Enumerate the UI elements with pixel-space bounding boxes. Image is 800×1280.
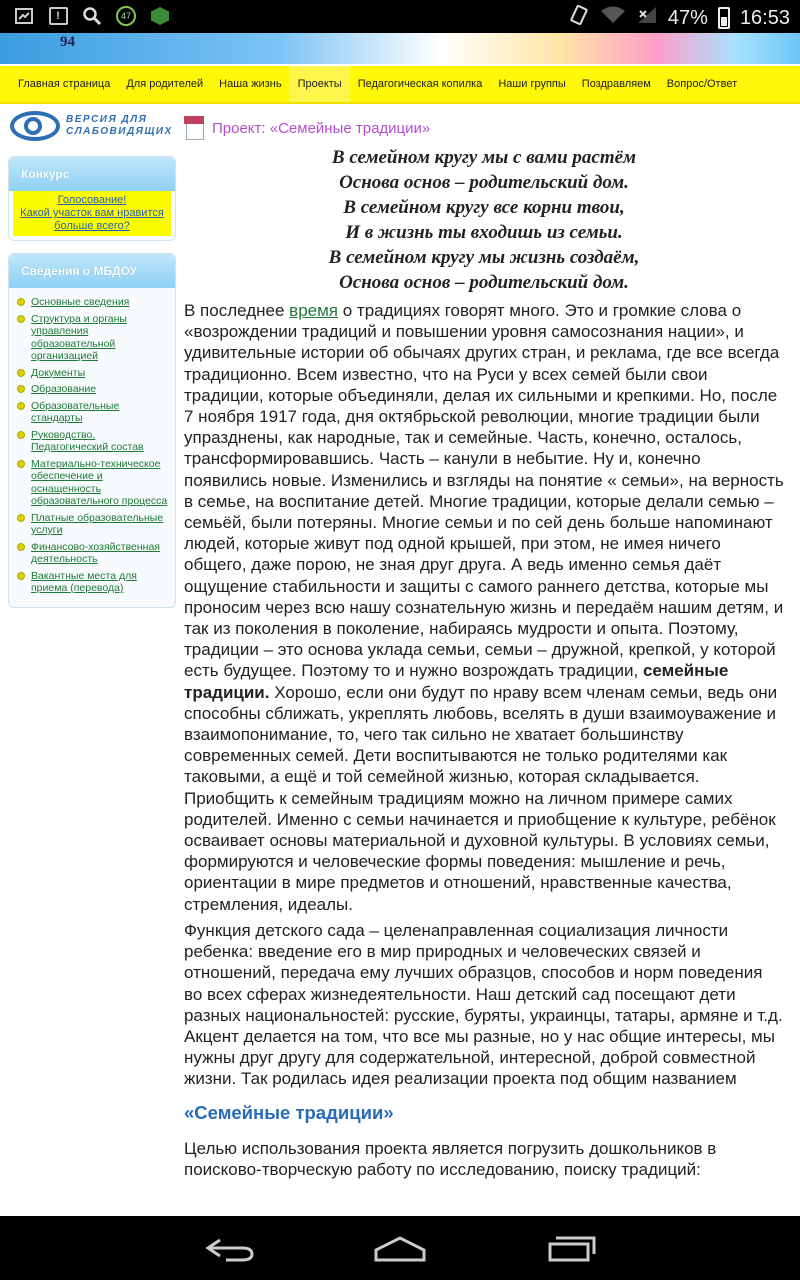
contest-box <box>8 156 176 241</box>
project-title: Проект: «Семейные традиции» <box>212 119 431 137</box>
list-item <box>15 296 171 309</box>
nav-parents[interactable]: Для родителей <box>126 78 204 90</box>
section-heading: «Семейные традиции» <box>184 1101 394 1123</box>
bullet-icon <box>17 385 25 393</box>
bullet-icon <box>17 460 25 468</box>
page-title <box>184 114 784 142</box>
recents-icon[interactable] <box>544 1236 600 1262</box>
list-item <box>15 429 171 454</box>
low-vision-version-link[interactable] <box>10 108 176 144</box>
document-icon <box>184 116 206 140</box>
poem-line: В семейном кругу мы с вами растём <box>331 147 637 168</box>
clock: 16:53 <box>739 6 790 29</box>
wifi-icon <box>600 5 626 31</box>
sidebar-link-finance[interactable]: Финансово-хозяйственная деятельность <box>31 540 160 565</box>
time-link[interactable]: время <box>289 301 339 320</box>
bullet-icon <box>17 572 25 580</box>
nav-our-life[interactable]: Наша жизнь <box>219 78 282 90</box>
battery-percent: 47% <box>667 6 708 29</box>
sidebar-link-standards[interactable]: Образовательные стандарты <box>31 399 120 424</box>
list-item <box>15 512 171 537</box>
list-item <box>15 541 171 566</box>
goal-paragraph: Целью использования проекта является погрузить дошкольников в поисково-творческую работу по исследованию, поиску традиций: <box>184 1138 717 1179</box>
kindergarten-paragraph: Функция детского сада – целенаправленная социализация личности ребенка: введение его в мир природных и человеческих связей и отношений, передача ему лучших образцов, способов и норм поведения во всех сферах жизнедеятельности. Наш детский сад посещают дети разных национальностей: русские, буряты, украинцы, татары, армяне и т.д. Акцент делается на том, что все мы разные, но у нас общие интересы, мы нужны друг другу для содержательной, интересной, доброй совместной жизни. Так родилась идея реализации проекта под общим названием <box>184 920 783 1089</box>
list-item <box>15 400 171 425</box>
search-icon <box>82 6 102 26</box>
battery-icon <box>718 7 730 29</box>
nav-faq[interactable]: Вопрос/Ответ <box>666 78 738 90</box>
sidebar-link-basic-info[interactable]: Основные сведения <box>31 296 130 308</box>
sidebar <box>8 108 176 608</box>
poem-line: В семейном кругу все корни твои, <box>343 197 625 218</box>
system-nav-bar <box>0 1216 800 1280</box>
nav-projects[interactable]: Проекты <box>290 66 350 102</box>
bullet-icon <box>17 298 25 306</box>
sidebar-link-facilities[interactable]: Материально-техническое обеспечение и оснащенность образовательного процесса <box>31 457 168 507</box>
poem <box>184 145 784 295</box>
bullet-icon <box>17 369 25 377</box>
mbdou-title: Сведения о МБДОУ <box>9 254 175 288</box>
main-content <box>184 114 784 1180</box>
low-vision-label: ВЕРСИЯ ДЛЯ СЛАБОВИДЯЩИХ <box>66 114 173 137</box>
poem-line: Основа основ – родительский дом. <box>339 172 629 193</box>
status-bar <box>0 0 800 33</box>
eye-icon <box>10 109 60 143</box>
intro-paragraph: В последнее время о традициях говорят много. Это и громкие слова о «возрождении традиций и повышении уровня самосознания нации», и удивительные истории об обычаях других стран, и реклама, где все всегда традиционно. Всем известно, что на Руси у всех семей были свои традиции, которые объединяли, делая их сильными и крепкими. Но, после 7 ноября 1917 года, дня октябрьской революции, многие традиции были упразднены, как народные, так и семейные. Часть, конечно, осталось, трансформировавшись. Часть – канули в небытие. Ну и, конечно появились новые. Изменились и взгляды на понятие « семьи», на верность в семье, на воспитание детей. Многие традиции, которые делали семью – семьёй, были потеряны. Многие семьи и по сей день больше напоминают людей, которые живут под одной крышей, при этом, не имея ничего общего, даже порою, не зная друг друга. А ведь именно семья даёт ощущение стабильности и защиты с самого раннего детства, которые мы проносим через всю нашу сознательную жизнь и передаём нашим детям, и так из поколения в поколение, набираясь мудрости и опыта. Поэтому, традиции – это основа уклада семьи, семьи – дружной, крепкой, у которой есть будущее. Поэтому то и нужно возрождать традиции, семейные традиции. Хорошо, если они будут по нраву всем членам семьи, ведь они способны сближать, укреплять любовь, вселять в души взаимоуважение и взаимопонимание, то, чего так сильно не хватает большинству современных семей. Дети воспитываются не только родителями как таковыми, а ещё и той семейной жизнью, которая складывается. Приобщить к семейным традициям можно на личном примере самих родителей. Именно с семьи начинается и приобщение к культуре, ребёнок осваивает основы материальной и духовной культуры. В условиях семьи, формируются и человеческие формы поведения: мышление и речь, ориентации в мире предметов и отношений, нравственные качества, стремления, идеалы. <box>184 301 784 914</box>
sidebar-link-documents[interactable]: Документы <box>31 366 86 379</box>
list-item <box>15 458 171 508</box>
vote-link[interactable]: Голосование! <box>57 194 127 206</box>
sidebar-link-structure[interactable]: Структура и органы управления образовательной организацией <box>31 312 127 362</box>
top-nav <box>0 64 800 104</box>
home-icon[interactable] <box>372 1236 428 1262</box>
nav-congratulations[interactable]: Поздравляем <box>581 78 651 90</box>
sidebar-link-vacancies[interactable]: Вакантные места для приема (перевода) <box>31 569 137 594</box>
notification-count-icon: 47 <box>116 6 136 26</box>
site-banner <box>0 33 800 64</box>
screenshot-icon <box>14 6 34 26</box>
poem-line: Основа основ – родительский дом. <box>339 272 629 293</box>
back-icon[interactable] <box>202 1236 258 1262</box>
sidebar-link-staff[interactable]: Руководство. Педагогический состав <box>31 428 144 453</box>
bullet-icon <box>17 543 25 551</box>
signal-icon <box>636 5 658 31</box>
list-item <box>15 313 171 363</box>
list-item <box>15 367 171 380</box>
nav-home[interactable]: Главная страница <box>18 78 111 90</box>
bullet-icon <box>17 431 25 439</box>
nav-our-groups[interactable]: Наши группы <box>498 78 566 90</box>
sidebar-link-education[interactable]: Образование <box>31 383 97 395</box>
nav-pedagogical-bank[interactable]: Педагогическая копилка <box>357 78 483 90</box>
bullet-icon <box>17 315 25 323</box>
visit-counter: 94 <box>60 34 75 50</box>
vote-question-link[interactable]: Какой участок вам нравится больше всего? <box>20 207 164 232</box>
sidebar-link-paid-services[interactable]: Платные образовательные услуги <box>31 511 164 536</box>
contest-title: Конкурс <box>9 157 175 191</box>
bullet-icon <box>17 514 25 522</box>
poem-line: В семейном кругу мы жизнь создаём, <box>328 247 640 268</box>
mbdou-info-box <box>8 253 176 608</box>
app-icon <box>150 6 170 26</box>
poem-line: И в жизнь ты входишь из семьи. <box>345 222 623 243</box>
vibrate-icon <box>568 4 590 32</box>
alert-icon: ! <box>48 6 68 26</box>
list-item <box>15 570 171 595</box>
list-item <box>15 383 171 396</box>
bullet-icon <box>17 402 25 410</box>
